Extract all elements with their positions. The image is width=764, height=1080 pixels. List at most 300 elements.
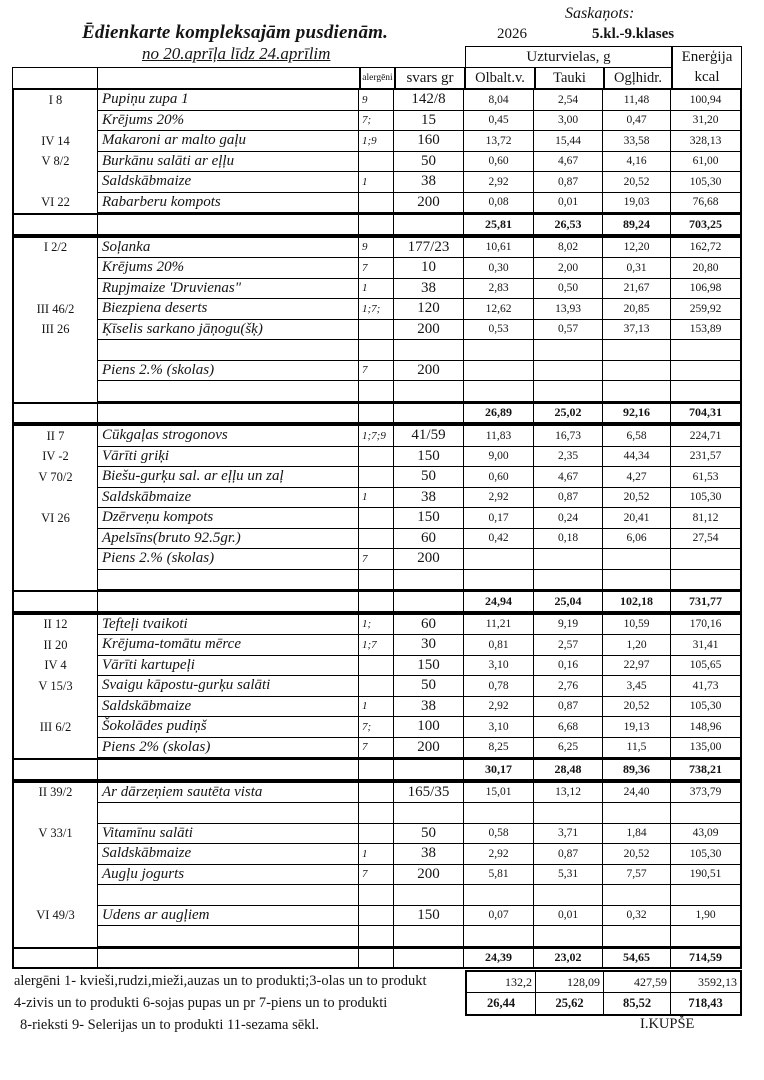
carbs-cell (603, 340, 671, 361)
week-avg-protein: 26,44 (467, 993, 536, 1014)
kcal-cell: 105,30 (671, 844, 740, 865)
totals-fat-cell: 23,02 (534, 947, 603, 968)
fat-cell: 6,25 (534, 738, 603, 759)
kcal-cell (671, 885, 740, 906)
kcal-cell: 259,92 (671, 299, 740, 320)
kcal-cell: 31,20 (671, 111, 740, 132)
code-cell: VI 22 (14, 193, 98, 214)
dish-cell: Svaigu kāpostu-gurķu salāti (98, 676, 359, 697)
fat-cell: 16,73 (534, 426, 603, 447)
protein-cell: 3,10 (464, 656, 534, 677)
dish-cell: Krējuma-tomātu mērce (98, 635, 359, 656)
date-range-label: no 20.aprīļa līdz 24.aprīlim (142, 44, 331, 63)
totals-carbs-cell: 92,16 (603, 402, 671, 423)
protein-cell: 0,42 (464, 529, 534, 550)
code-cell (14, 697, 98, 718)
code-cell (14, 111, 98, 132)
totals-protein-cell: 24,39 (464, 947, 534, 968)
protein-cell: 12,62 (464, 299, 534, 320)
weight-cell: 200 (394, 320, 464, 341)
allergen-cell (359, 381, 394, 402)
weight-cell: 165/35 (394, 783, 464, 804)
column-header-nutrients: Uzturvielas, g (465, 46, 672, 68)
weight-cell: 50 (394, 467, 464, 488)
kcal-cell: 105,30 (671, 172, 740, 193)
dish-cell: Udens ar augļiem (98, 906, 359, 927)
weight-cell: 200 (394, 865, 464, 886)
allergen-cell (359, 508, 394, 529)
kcal-cell: 135,00 (671, 738, 740, 759)
totals-dish-cell (98, 590, 359, 611)
fat-cell: 2,54 (534, 90, 603, 111)
totals-carbs-cell: 89,36 (603, 758, 671, 779)
week-sum-protein: 132,2 (467, 972, 536, 993)
totals-fat-cell: 25,02 (534, 402, 603, 423)
kcal-cell: 106,98 (671, 279, 740, 300)
week-avg-fat: 25,62 (536, 993, 604, 1014)
grade-range-label: 5.kl.-9.klases (592, 26, 675, 42)
carbs-cell (603, 570, 671, 591)
allergen-cell: 7 (359, 865, 394, 886)
carbs-cell: 20,85 (603, 299, 671, 320)
kcal-cell: 27,54 (671, 529, 740, 550)
code-cell (14, 488, 98, 509)
kcal-cell: 61,53 (671, 467, 740, 488)
weight-cell: 60 (394, 615, 464, 636)
dish-cell: Vārīti kartupeļi (98, 656, 359, 677)
protein-cell: 0,30 (464, 258, 534, 279)
protein-cell: 3,10 (464, 717, 534, 738)
fat-cell: 0,18 (534, 529, 603, 550)
code-cell: IV 14 (14, 131, 98, 152)
energy-header-line2: kcal (694, 68, 720, 85)
dish-cell: Rabarberu kompots (98, 193, 359, 214)
dish-cell (98, 803, 359, 824)
kcal-cell: 76,68 (671, 193, 740, 214)
weekly-summary-box (465, 970, 742, 1016)
allergen-cell: 7; (359, 111, 394, 132)
dish-cell: Piens 2% (skolas) (98, 738, 359, 759)
fat-cell (534, 340, 603, 361)
totals-kcal-cell: 703,25 (671, 213, 740, 234)
weight-cell: 160 (394, 131, 464, 152)
carbs-cell: 6,58 (603, 426, 671, 447)
dish-cell: Krējums 20% (98, 258, 359, 279)
allergen-cell: 1; (359, 615, 394, 636)
totals-fat-cell: 25,04 (534, 590, 603, 611)
kcal-cell: 100,94 (671, 90, 740, 111)
protein-cell (464, 926, 534, 947)
protein-cell: 8,25 (464, 738, 534, 759)
kcal-cell (671, 570, 740, 591)
kcal-cell: 105,65 (671, 656, 740, 677)
carbs-cell: 21,67 (603, 279, 671, 300)
year-label: 2026 (497, 26, 527, 42)
allergen-cell (359, 824, 394, 845)
protein-cell: 15,01 (464, 783, 534, 804)
weight-cell (394, 381, 464, 402)
carbs-cell: 4,16 (603, 152, 671, 173)
code-cell (14, 381, 98, 402)
code-cell (14, 340, 98, 361)
weight-cell: 50 (394, 824, 464, 845)
totals-carbs-cell: 89,24 (603, 213, 671, 234)
kcal-cell: 41,73 (671, 676, 740, 697)
allergen-cell: 1 (359, 697, 394, 718)
allergen-cell (359, 529, 394, 550)
column-header-fat: Tauki (535, 67, 604, 89)
kcal-cell: 105,30 (671, 488, 740, 509)
kcal-cell: 148,96 (671, 717, 740, 738)
column-header-code (12, 67, 98, 89)
kcal-cell: 231,57 (671, 447, 740, 468)
weight-cell: 200 (394, 361, 464, 382)
weight-cell: 38 (394, 279, 464, 300)
fat-cell: 0,87 (534, 172, 603, 193)
week-sum-kcal: 3592,13 (671, 972, 740, 993)
approved-label: Saskaņots: (565, 5, 635, 22)
kcal-cell: 224,71 (671, 426, 740, 447)
fat-cell: 6,68 (534, 717, 603, 738)
day-block-3 (12, 424, 742, 613)
totals-kcal-cell: 738,21 (671, 758, 740, 779)
code-cell (14, 529, 98, 550)
dish-cell: Piens 2.% (skolas) (98, 549, 359, 570)
kcal-cell: 162,72 (671, 238, 740, 259)
allergen-cell: 1;7;9 (359, 426, 394, 447)
carbs-cell: 19,03 (603, 193, 671, 214)
weight-cell: 177/23 (394, 238, 464, 259)
code-cell (14, 738, 98, 759)
protein-cell: 0,58 (464, 824, 534, 845)
fat-cell: 13,12 (534, 783, 603, 804)
kcal-cell: 31,41 (671, 635, 740, 656)
dish-cell: Ķīselis sarkano jāņogu(šķ) (98, 320, 359, 341)
kcal-cell: 170,16 (671, 615, 740, 636)
kcal-cell (671, 381, 740, 402)
allergen-legend-line3: 8-rieksti 9- Selerijas un to produkti 11-sezama sēkl. (20, 1017, 320, 1033)
protein-cell: 9,00 (464, 447, 534, 468)
carbs-cell (603, 381, 671, 402)
dish-cell (98, 570, 359, 591)
energy-header-line1: Enerģija (681, 49, 733, 65)
weight-cell (394, 803, 464, 824)
fat-cell (534, 381, 603, 402)
kcal-cell: 20,80 (671, 258, 740, 279)
protein-cell: 0,17 (464, 508, 534, 529)
signature: I.KUPŠE (640, 1016, 695, 1032)
carbs-cell: 20,52 (603, 697, 671, 718)
allergen-cell: 9 (359, 238, 394, 259)
protein-cell: 11,21 (464, 615, 534, 636)
weight-cell: 100 (394, 717, 464, 738)
kcal-cell (671, 549, 740, 570)
fat-cell (534, 926, 603, 947)
dish-cell: Pupiņu zupa 1 (98, 90, 359, 111)
day-block-5 (12, 781, 742, 970)
protein-cell: 2,92 (464, 172, 534, 193)
totals-dish-cell (98, 758, 359, 779)
totals-kcal-cell: 714,59 (671, 947, 740, 968)
totals-dish-cell (98, 402, 359, 423)
totals-fat-cell: 28,48 (534, 758, 603, 779)
totals-code-cell (14, 947, 98, 968)
carbs-cell: 10,59 (603, 615, 671, 636)
allergen-cell: 1;7; (359, 299, 394, 320)
protein-cell: 8,04 (464, 90, 534, 111)
kcal-cell: 81,12 (671, 508, 740, 529)
kcal-cell (671, 803, 740, 824)
weight-cell: 150 (394, 656, 464, 677)
weight-cell: 50 (394, 152, 464, 173)
allergen-legend-line2: 4-zivis un to produkti 6-sojas pupas un pr 7-piens un to produkti (14, 995, 388, 1011)
carbs-cell: 0,31 (603, 258, 671, 279)
dish-cell: Biezpiena deserts (98, 299, 359, 320)
carbs-cell: 37,13 (603, 320, 671, 341)
totals-code-cell (14, 758, 98, 779)
kcal-cell (671, 340, 740, 361)
carbs-cell: 1,84 (603, 824, 671, 845)
protein-cell: 0,78 (464, 676, 534, 697)
allergen-cell (359, 926, 394, 947)
code-cell (14, 549, 98, 570)
code-cell: I 8 (14, 90, 98, 111)
allergen-cell (359, 447, 394, 468)
allergen-cell: 1 (359, 172, 394, 193)
fat-cell: 15,44 (534, 131, 603, 152)
code-cell: II 7 (14, 426, 98, 447)
weight-cell: 60 (394, 529, 464, 550)
dish-cell: Rupjmaize 'Druvienas" (98, 279, 359, 300)
protein-cell (464, 570, 534, 591)
weight-cell: 200 (394, 549, 464, 570)
fat-cell: 0,16 (534, 656, 603, 677)
totals-dish-cell (98, 947, 359, 968)
carbs-cell: 20,52 (603, 172, 671, 193)
code-cell: V 8/2 (14, 152, 98, 173)
carbs-cell: 7,57 (603, 865, 671, 886)
protein-cell: 0,81 (464, 635, 534, 656)
allergen-cell: 1;9 (359, 131, 394, 152)
fat-cell: 2,00 (534, 258, 603, 279)
allergen-legend-line1: alergēni 1- kvieši,rudzi,mieži,auzas un to produkti;3-olas un to produkt (14, 973, 427, 989)
day-block-2 (12, 236, 742, 425)
dish-cell: Saldskābmaize (98, 488, 359, 509)
kcal-cell: 105,30 (671, 697, 740, 718)
dish-cell: Apelsīns(bruto 92.5gr.) (98, 529, 359, 550)
kcal-cell: 43,09 (671, 824, 740, 845)
allergen-cell: 1 (359, 279, 394, 300)
code-cell: III 6/2 (14, 717, 98, 738)
protein-cell: 5,81 (464, 865, 534, 886)
totals-allergen-cell (359, 590, 394, 611)
column-header-allergens: alergēni (360, 67, 395, 89)
carbs-cell: 20,41 (603, 508, 671, 529)
fat-cell: 0,01 (534, 906, 603, 927)
kcal-cell (671, 926, 740, 947)
carbs-cell: 3,45 (603, 676, 671, 697)
allergen-cell: 7 (359, 258, 394, 279)
allergen-cell (359, 885, 394, 906)
totals-allergen-cell (359, 947, 394, 968)
weight-cell: 38 (394, 172, 464, 193)
totals-protein-cell: 30,17 (464, 758, 534, 779)
allergen-cell: 7 (359, 361, 394, 382)
column-header-energy (672, 46, 742, 89)
carbs-cell: 11,48 (603, 90, 671, 111)
dish-cell: Biešu-gurķu sal. ar eļļu un zaļ (98, 467, 359, 488)
code-cell (14, 258, 98, 279)
carbs-cell: 6,06 (603, 529, 671, 550)
code-cell: VI 26 (14, 508, 98, 529)
dish-cell: Soļanka (98, 238, 359, 259)
code-cell (14, 172, 98, 193)
fat-cell: 13,93 (534, 299, 603, 320)
weight-cell: 38 (394, 844, 464, 865)
protein-cell: 13,72 (464, 131, 534, 152)
fat-cell: 0,87 (534, 844, 603, 865)
carbs-cell (603, 926, 671, 947)
protein-cell (464, 549, 534, 570)
carbs-cell: 20,52 (603, 844, 671, 865)
allergen-cell: 9 (359, 90, 394, 111)
code-cell (14, 279, 98, 300)
protein-cell: 0,60 (464, 467, 534, 488)
column-header-carbs: Ogļhidr. (604, 67, 672, 89)
totals-fat-cell: 26,53 (534, 213, 603, 234)
carbs-cell (603, 361, 671, 382)
allergen-cell (359, 193, 394, 214)
allergen-cell: 7; (359, 717, 394, 738)
totals-weight-cell (394, 947, 464, 968)
carbs-cell: 12,20 (603, 238, 671, 259)
dish-cell: Krējums 20% (98, 111, 359, 132)
dish-cell (98, 926, 359, 947)
allergen-cell (359, 320, 394, 341)
allergen-cell (359, 906, 394, 927)
fat-cell: 2,76 (534, 676, 603, 697)
page-title: Ēdienkarte kompleksajām pusdienām. (82, 22, 389, 43)
code-cell (14, 570, 98, 591)
carbs-cell: 33,58 (603, 131, 671, 152)
week-sum-carbs: 427,59 (604, 972, 671, 993)
protein-cell: 2,92 (464, 488, 534, 509)
protein-cell (464, 885, 534, 906)
totals-code-cell (14, 590, 98, 611)
allergen-cell: 1 (359, 844, 394, 865)
totals-code-cell (14, 213, 98, 234)
allergen-cell: 7 (359, 549, 394, 570)
weight-cell: 200 (394, 193, 464, 214)
carbs-cell: 0,32 (603, 906, 671, 927)
dish-cell: Saldskābmaize (98, 172, 359, 193)
totals-weight-cell (394, 590, 464, 611)
fat-cell: 0,24 (534, 508, 603, 529)
protein-cell: 0,60 (464, 152, 534, 173)
code-cell: I 2/2 (14, 238, 98, 259)
dish-cell: Makaroni ar malto gaļu (98, 131, 359, 152)
totals-code-cell (14, 402, 98, 423)
week-avg-carbs: 85,52 (604, 993, 671, 1014)
kcal-cell: 153,89 (671, 320, 740, 341)
code-cell (14, 844, 98, 865)
weight-cell (394, 570, 464, 591)
totals-protein-cell: 26,89 (464, 402, 534, 423)
code-cell: II 20 (14, 635, 98, 656)
dish-cell (98, 381, 359, 402)
carbs-cell: 44,34 (603, 447, 671, 468)
kcal-cell: 373,79 (671, 783, 740, 804)
code-cell: IV -2 (14, 447, 98, 468)
code-cell (14, 803, 98, 824)
dish-cell: Saldskābmaize (98, 697, 359, 718)
carbs-cell: 1,20 (603, 635, 671, 656)
dish-cell: Tefteļi tvaikoti (98, 615, 359, 636)
kcal-cell: 328,13 (671, 131, 740, 152)
day-block-1 (12, 88, 742, 236)
protein-cell (464, 803, 534, 824)
allergen-cell (359, 570, 394, 591)
carbs-cell (603, 803, 671, 824)
column-header-weight: svars gr (395, 67, 465, 89)
fat-cell: 4,67 (534, 152, 603, 173)
fat-cell: 3,71 (534, 824, 603, 845)
code-cell: V 33/1 (14, 824, 98, 845)
code-cell: III 46/2 (14, 299, 98, 320)
protein-cell: 0,08 (464, 193, 534, 214)
fat-cell: 0,01 (534, 193, 603, 214)
dish-cell: Vārīti griķi (98, 447, 359, 468)
dish-cell: Vitamīnu salāti (98, 824, 359, 845)
weight-cell: 150 (394, 508, 464, 529)
protein-cell: 11,83 (464, 426, 534, 447)
column-header-dish (97, 67, 360, 89)
weight-cell (394, 885, 464, 906)
carbs-cell: 22,97 (603, 656, 671, 677)
weight-cell: 150 (394, 906, 464, 927)
fat-cell: 0,87 (534, 488, 603, 509)
weight-cell: 120 (394, 299, 464, 320)
fat-cell (534, 803, 603, 824)
dish-cell: Augļu jogurts (98, 865, 359, 886)
allergen-cell (359, 676, 394, 697)
protein-cell: 0,07 (464, 906, 534, 927)
code-cell (14, 885, 98, 906)
protein-cell (464, 381, 534, 402)
totals-protein-cell: 25,81 (464, 213, 534, 234)
dish-cell: Cūkgaļas strogonovs (98, 426, 359, 447)
fat-cell: 0,57 (534, 320, 603, 341)
allergen-cell: 7 (359, 738, 394, 759)
allergen-cell (359, 340, 394, 361)
protein-cell (464, 340, 534, 361)
week-sum-fat: 128,09 (536, 972, 604, 993)
totals-allergen-cell (359, 213, 394, 234)
weight-cell (394, 340, 464, 361)
totals-carbs-cell: 102,18 (603, 590, 671, 611)
kcal-cell: 190,51 (671, 865, 740, 886)
fat-cell: 3,00 (534, 111, 603, 132)
allergen-cell (359, 656, 394, 677)
allergen-cell: 1;7 (359, 635, 394, 656)
menu-table-body (12, 88, 742, 969)
dish-cell: Šokolādes pudiņš (98, 717, 359, 738)
code-cell: IV 4 (14, 656, 98, 677)
fat-cell (534, 549, 603, 570)
protein-cell: 2,92 (464, 697, 534, 718)
code-cell: V 70/2 (14, 467, 98, 488)
column-header-protein: Olbalt.v. (465, 67, 535, 89)
